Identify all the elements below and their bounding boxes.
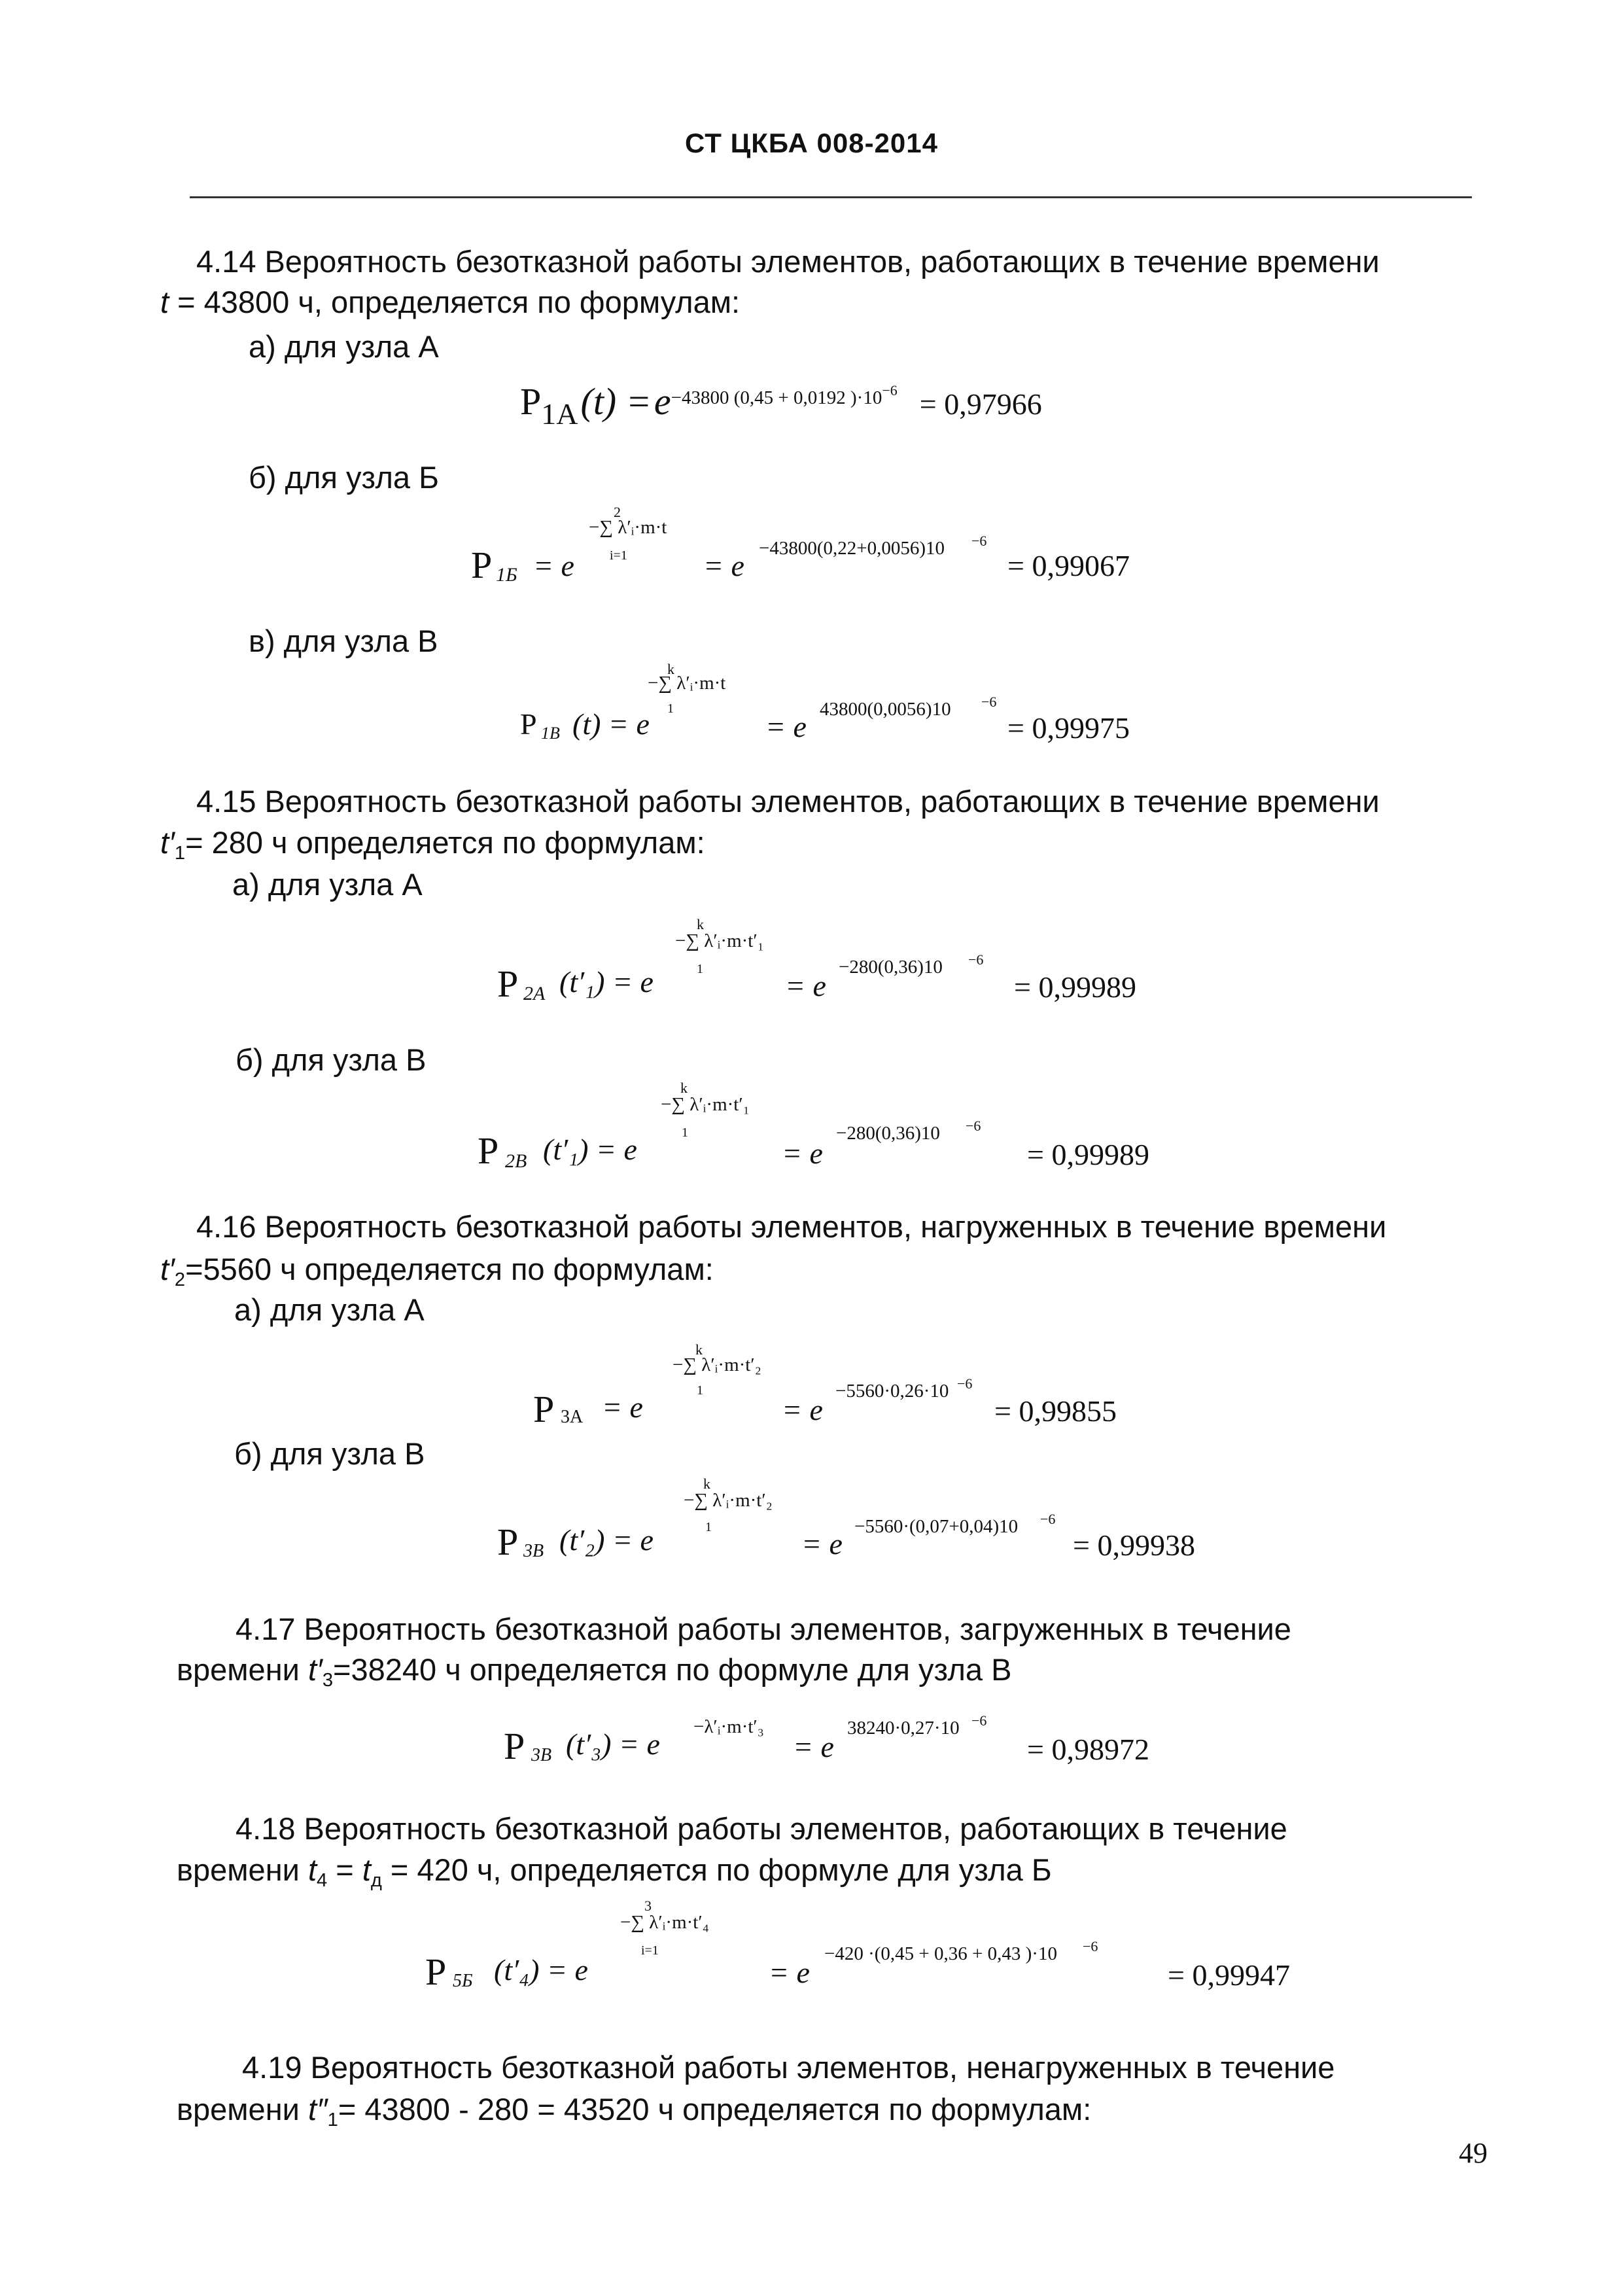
section-4-19-line1: 4.19 Вероятность безотказной работы элементов, ненагруженных в течение — [242, 2050, 1335, 2085]
section-4-19-line2: времени t″1= 43800 - 280 = 43520 ч определяется по формулам: — [177, 2092, 1092, 2131]
item-a-node-a: а) для узла А — [234, 1292, 425, 1327]
time-variable: t — [160, 285, 169, 319]
document-code-header: СТ ЦКБА 008-2014 — [684, 128, 938, 158]
section-4-14-line2-rest: = 43800 ч, определяется по формулам: — [169, 285, 741, 319]
section-4-17-line2: времени t′3=38240 ч определяется по формуле для узла В — [177, 1652, 1012, 1691]
section-4-17-line1: 4.17 Вероятность безотказной работы элементов, загруженных в течение — [236, 1612, 1291, 1646]
section-4-15-line1: 4.15 Вероятность безотказной работы элементов, работающих в течение времени — [196, 784, 1380, 819]
page-number: 49 — [1459, 2137, 1488, 2169]
formula-p3v-t3: P 3В (t′₃) = e −λ′ᵢ·m·t′₃ = e 38240·0,27·10 −6 = 0,98972 — [504, 1712, 1149, 1767]
section-4-16-line1: 4.16 Вероятность безотказной работы элементов, нагруженных в течение времени — [196, 1209, 1387, 1244]
item-a-node-a: а) для узла А — [232, 867, 423, 902]
formula-p3v: P 3В (t′₂) = e k −∑ λ′ᵢ·m·t′₂ 1 = e −5560·(0,07+0,04)10 −6 = 0,99938 — [497, 1475, 1195, 1563]
section-4-14-line2 — [160, 283, 740, 322]
section-4-14-line1: 4.14 Вероятность безотказной работы элементов, работающих в течение времени — [196, 244, 1380, 279]
formula-p2v: P 2В (t′₁) = e k −∑ λ′ᵢ·m·t′₁ 1 = e −280(0,36)10 −6 = 0,99989 — [478, 1080, 1149, 1172]
formula-p2a: P 2А (t′₁) = e k −∑ λ′ᵢ·m·t′₁ 1 = e −280(0,36)10 −6 = 0,99989 — [497, 916, 1136, 1005]
item-b-node-v: б) для узла В — [234, 1436, 425, 1471]
item-v-node-v: в) для узла В — [249, 624, 438, 658]
item-a-node-a: а) для узла А — [249, 329, 439, 364]
section-4-18-line1: 4.18 Вероятность безотказной работы элементов, работающих в течение — [236, 1811, 1287, 1846]
item-b-node-b: б) для узла Б — [249, 460, 439, 495]
section-4-16-line2: t′2=5560 ч определяется по формулам: — [160, 1252, 714, 1291]
item-b-node-v: б) для узла В — [236, 1042, 427, 1077]
section-4-18-line2: времени t4 = tд = 420 ч, определяется по формуле для узла Б — [177, 1852, 1052, 1892]
section-4-15-line2: t′1= 280 ч определяется по формулам: — [160, 825, 705, 864]
header-rule — [190, 196, 1472, 198]
formula-p1b: P 1Б = e 2 −∑ λ′ᵢ·m·t i=1 = e −43800(0,22+0,0056)10 −6 = 0,99067 — [471, 504, 1130, 586]
formula-p1a: P1А (t) = e−43800 (0,45 + 0,0192 )·10−6 = 0,97966 — [520, 380, 1042, 431]
formula-p5b: P 5Б (t′₄) = e 3 −∑ λ′ᵢ·m·t′₄ i=1 = e −420 ·(0,45 + 0,36 + 0,43 )·10 −6 = 0,99947 — [425, 1898, 1290, 1993]
formula-p1v: P 1В (t) = e k −∑ λ′ᵢ·m·t 1 = e 43800(0,0056)10 −6 = 0,99975 — [520, 661, 1130, 745]
formula-p3a: P 3А = e k −∑ λ′ᵢ·m·t′₂ 1 = e −5560·0,26·10 −6 = 0,99855 — [533, 1341, 1117, 1430]
